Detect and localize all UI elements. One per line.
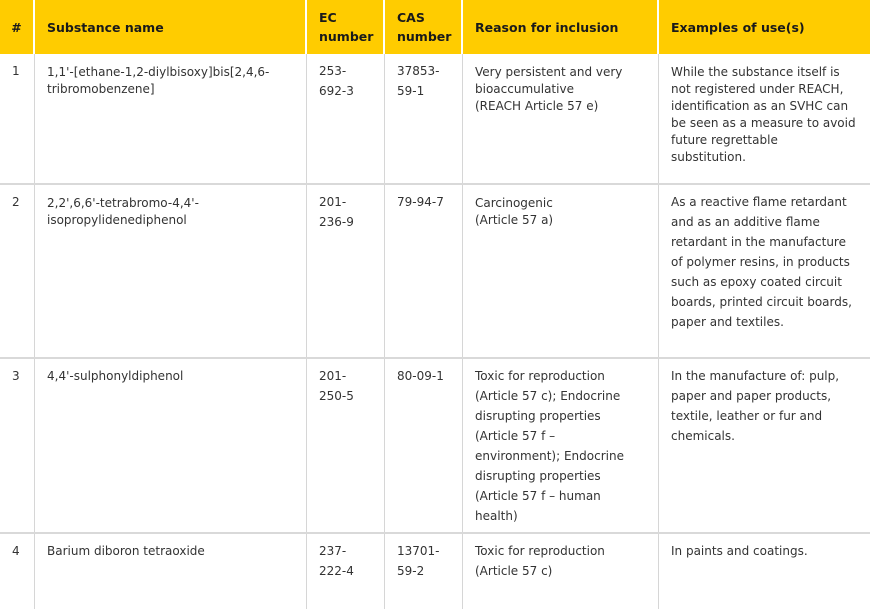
header-reason: Reason for inclusion [463, 0, 659, 54]
cas-number: 79-94-7 [385, 185, 463, 359]
row-number: 2 [0, 185, 35, 359]
header-cas-number: CAS number [385, 0, 463, 54]
row-number: 1 [0, 54, 35, 185]
table-row [0, 534, 870, 609]
header-number: # [0, 0, 35, 54]
examples-of-use: In the manufacture of: pulp, paper and paper products, textile, leather or fur and chemicals. [671, 369, 840, 443]
substance-name: Barium diboron tetraoxide [35, 534, 307, 609]
reason-for-inclusion: Carcinogenic (Article 57 a) [463, 185, 659, 359]
row-number: 4 [0, 534, 35, 609]
examples-of-use: As a reactive flame retardant and as an additive flame retardant in the manufacture of polymer resins, in products such as epoxy coated circuit boards, printed circuit boards, paper and textiles. [671, 195, 852, 329]
reason-for-inclusion: Toxic for reproduction (Article 57 c) [463, 534, 659, 609]
cas-number: 80-09-1 [385, 359, 463, 534]
header-substance-name: Substance name [35, 0, 307, 54]
header-ec-number: EC number [307, 0, 385, 54]
ec-number: 253- 692-3 [307, 54, 385, 185]
cas-number: 37853- 59-1 [385, 54, 463, 185]
cas-number: 13701- 59-2 [385, 534, 463, 609]
table-row [0, 185, 870, 359]
substance-name: 2,2',6,6'-tetrabromo-4,4'- isopropylidenediphenol [35, 185, 307, 359]
substance-name: 4,4'-sulphonyldiphenol [35, 359, 307, 534]
ec-number: 237- 222-4 [307, 534, 385, 609]
examples-of-use: In paints and coatings. [671, 544, 808, 558]
reason-for-inclusion: Toxic for reproduction (Article 57 c); Endocrine disrupting properties (Article 57 f – environment); Endocrine disrupting properties (Article 57 f – human health) [463, 359, 659, 534]
ec-number: 201- 250-5 [307, 359, 385, 534]
header-examples: Examples of use(s) [659, 0, 870, 54]
row-number: 3 [0, 359, 35, 534]
examples-of-use: While the substance itself is not registered under REACH, identification as an SVHC can be seen as a measure to avoid future regrettable substitution. [671, 65, 856, 164]
table-header-row [0, 0, 870, 54]
table-row [0, 54, 870, 185]
substance-name: 1,1'-[ethane-1,2-diylbisoxy]bis[2,4,6- tribromobenzene] [35, 54, 307, 185]
ec-number: 201- 236-9 [307, 185, 385, 359]
table-row [0, 359, 870, 534]
reason-for-inclusion: Very persistent and very bioaccumulative (REACH Article 57 e) [463, 54, 659, 185]
